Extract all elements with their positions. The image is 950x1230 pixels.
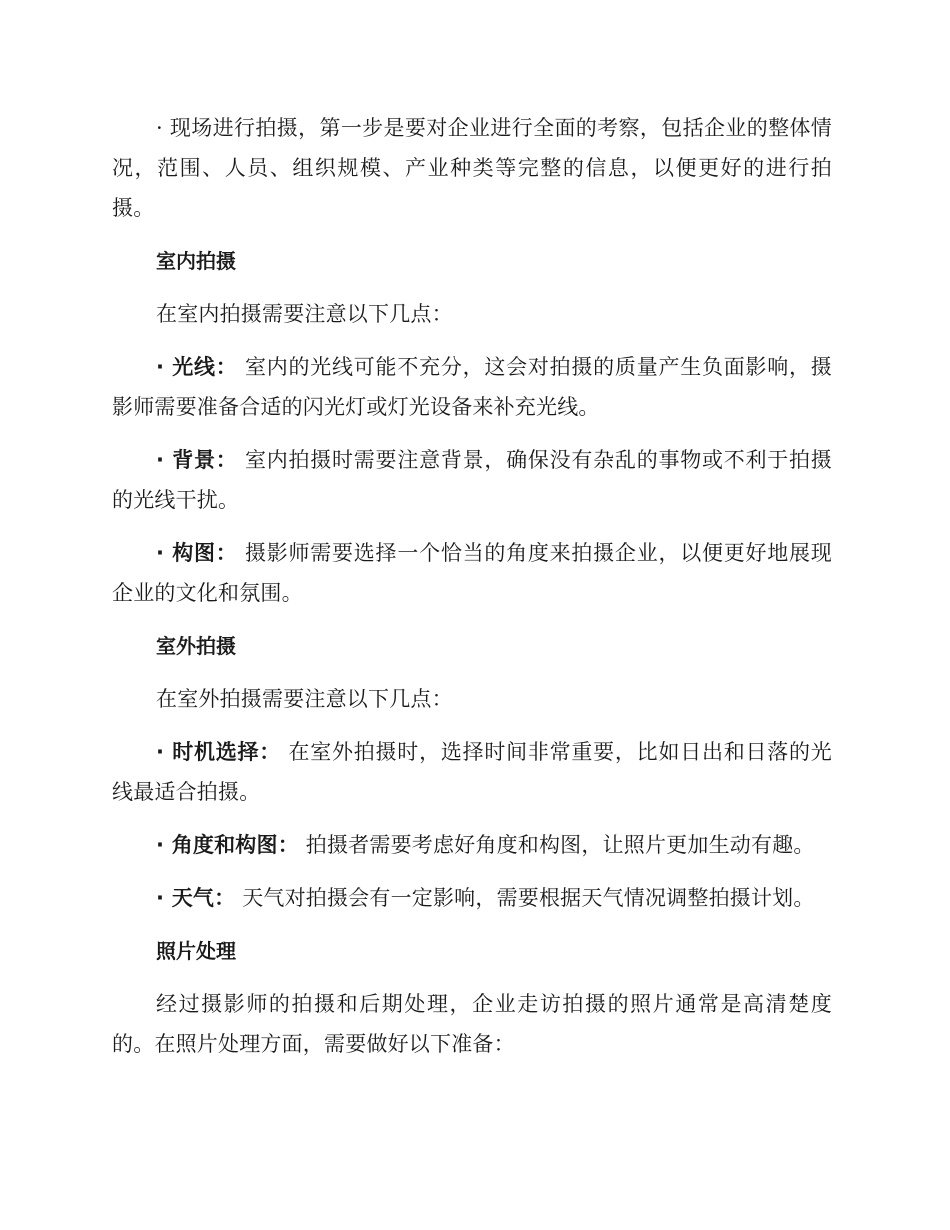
item-text: 在室外拍摄时，选择时间非常重要，比如日出和日落的光线最适合拍摄。 — [112, 740, 832, 804]
item-term: · 天气： — [156, 886, 236, 910]
outdoor-intro-paragraph: 在室外拍摄需要注意以下几点： — [156, 687, 453, 711]
item-text: 摄影师需要选择一个恰当的角度来拍摄企业，以便更好地展现企业的文化和氛围。 — [112, 541, 832, 605]
item-term: · 构图： — [156, 541, 238, 565]
outdoor-item-angle — [112, 825, 832, 865]
section-heading-indoor: 室内拍摄 — [156, 249, 236, 273]
intro-paragraph: · 现场进行拍摄，第一步是要对企业进行全面的考察，包括企业的整体情况，范围、人员、组织规模、产业种类等完整的信息，以便更好的进行拍摄。 — [112, 116, 832, 220]
document-page — [112, 108, 832, 1077]
outdoor-item-timing — [112, 732, 832, 812]
indoor-item-lighting — [112, 347, 832, 427]
item-text: 拍摄者需要考虑好角度和构图，让照片更加生动有趣。 — [305, 833, 815, 857]
indoor-item-composition — [112, 533, 832, 613]
item-term: · 时机选择： — [156, 740, 282, 764]
item-term: · 角度和构图： — [156, 833, 299, 857]
processing-paragraph: 经过摄影师的拍摄和后期处理，企业走访拍摄的照片通常是高清楚度的。在照片处理方面，需要做好以下准备： — [112, 992, 832, 1056]
item-term: · 背景： — [156, 448, 238, 472]
item-text: 天气对拍摄会有一定影响，需要根据天气情况调整拍摄计划。 — [242, 886, 815, 910]
item-term: · 光线： — [156, 355, 238, 379]
item-text: 室内拍摄时需要注意背景，确保没有杂乱的事物或不利于拍摄的光线干扰。 — [112, 448, 832, 512]
indoor-intro-paragraph: 在室内拍摄需要注意以下几点： — [156, 302, 453, 326]
outdoor-item-weather — [112, 878, 832, 918]
section-heading-outdoor: 室外拍摄 — [156, 634, 236, 658]
section-heading-processing: 照片处理 — [156, 939, 236, 963]
indoor-item-background — [112, 440, 832, 520]
item-text: 室内的光线可能不充分，这会对拍摄的质量产生负面影响，摄影师需要准备合适的闪光灯或灯光设备来补充光线。 — [112, 355, 832, 419]
